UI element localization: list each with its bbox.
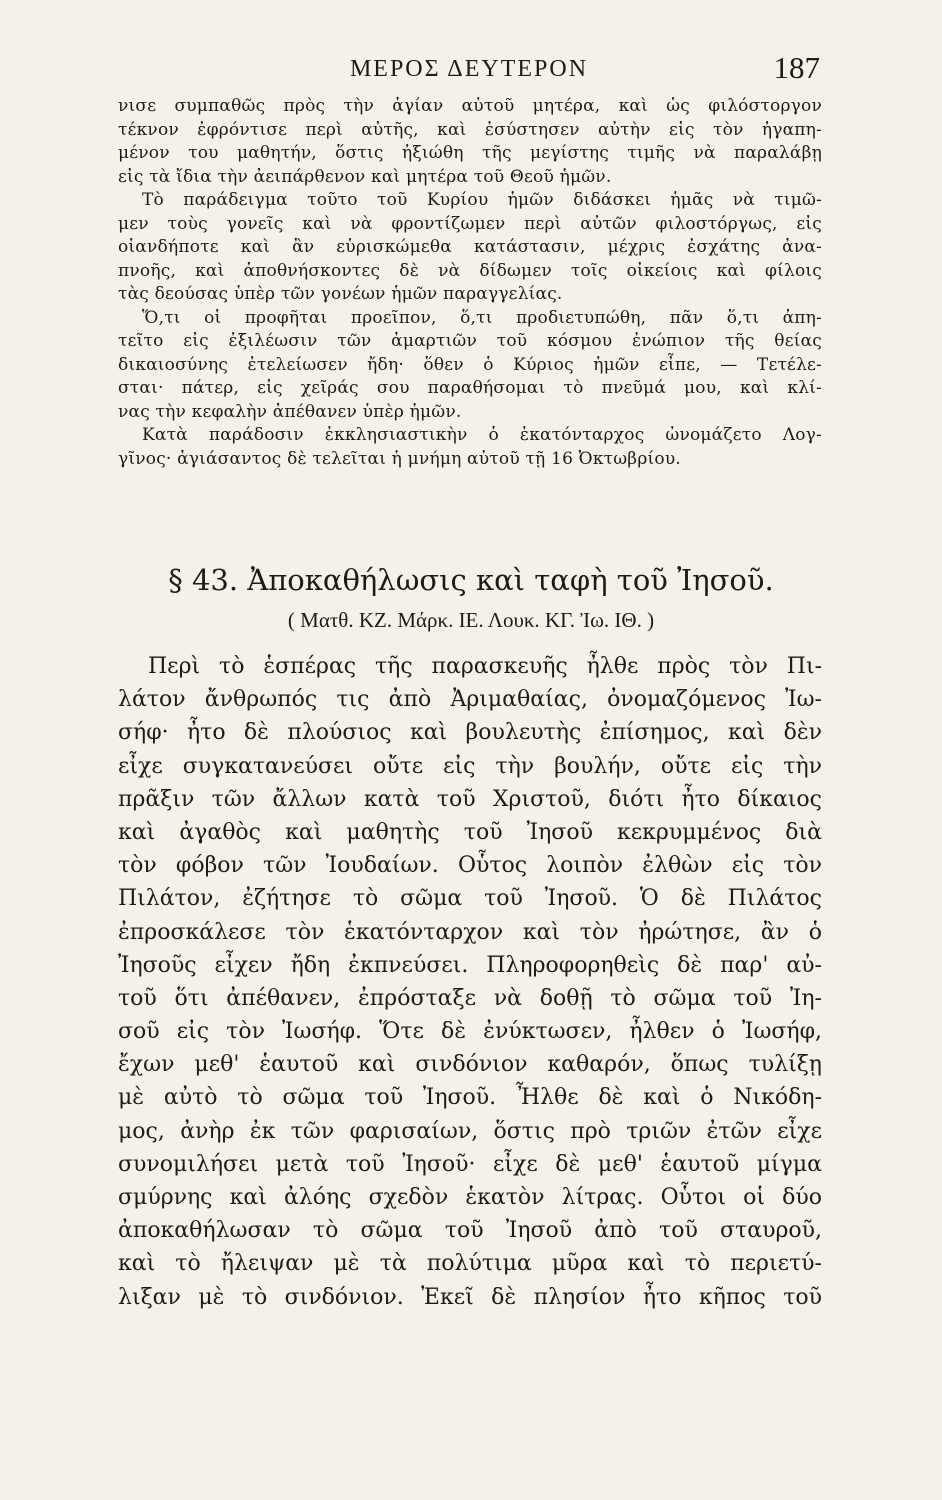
text-line: δικαιοσύνης ἐτελείωσεν ἤδη· ὅθεν ὁ Κύριος ἡμῶν εἶπε, — Τετέλε- [118,354,822,375]
text-line: τὸν φόβον τῶν Ἰουδαίων. Οὗτος λοιπὸν ἐλθὼν εἰς τὸν [118,853,822,879]
page-number: 187 [773,50,820,85]
text-line: γῖνος· ἁγιάσαντος δὲ τελεῖται ἡ μνήμη αὐτοῦ τῇ 16 Ὀκτωβρίου. [118,448,681,469]
text-line: Τὸ παράδειγμα τοῦτο τοῦ Κυρίου ἡμῶν διδάσκει ἡμᾶς νὰ τιμῶ- [142,190,822,210]
page-header [118,50,820,90]
text-line: Περὶ τὸ ἑσπέρας τῆς παρασκευῆς ἦλθε πρὸς τὸν Πι- [148,654,822,679]
text-line: ἐπροσκάλεσε τὸν ἑκατόνταρχον καὶ τὸν ἠρώτησε, ἂν ὁ [118,919,822,945]
text-line: μεν τοὺς γονεῖς καὶ νὰ φροντίζωμεν περὶ αὐτῶν φιλοστόργως, εἰς [118,213,822,234]
text-line: ἔχων μεθ' ἑαυτοῦ καὶ σινδόνιον καθαρόν, ὅπως τυλίξῃ [118,1052,822,1078]
text-line: λάτον ἄνθρωπός τις ἀπὸ Ἀριμαθαίας, ὀνομαζόμενος Ἰω- [118,687,822,713]
text-line: εἶχε συγκατανεύσει οὔτε εἰς τὴν βουλήν, οὔτε εἰς τὴν [118,753,822,779]
text-line: σοῦ εἰς τὸν Ἰωσήφ. Ὅτε δὲ ἐνύκτωσεν, ἦλθεν ὁ Ἰωσήφ, [118,1019,822,1045]
text-line: νισε συμπαθῶς πρὸς τὴν ἁγίαν αὐτοῦ μητέρα, καὶ ὡς φιλόστοργον [118,96,822,116]
text-line: τεῖτο εἰς ἐξιλέωσιν τῶν ἁμαρτιῶν τοῦ κόσμου ἐνώπιον τῆς θείας [118,331,822,351]
text-line: Κατὰ παράδοσιν ἐκκλησιαστικὴν ὁ ἑκατόνταρχος ὠνομάζετο Λογ- [142,425,822,445]
text-line: σήφ· ἦτο δὲ πλούσιος καὶ βουλευτὴς ἐπίσημος, καὶ δὲν [118,720,822,746]
text-line: σται· πάτερ, εἰς χεῖράς σου παραθήσομαι τὸ πνεῦμά μου, καὶ κλί- [118,378,822,398]
text-line: μένον του μαθητήν, ὅστις ἠξιώθη τῆς μεγίστης τιμῆς νὰ παραλάβῃ [118,143,822,163]
section-references: ( Ματθ. ΚΖ. Μάρκ. ΙΕ. Λουκ. ΚΓ. Ἰω. ΙΘ. ) [287,608,655,632]
text-line: Ἰησοῦς εἶχεν ἤδη ἐκπνεύσει. Πληροφορηθεὶς δὲ παρ' αὐ- [118,952,822,978]
text-line: καὶ τὸ ἤλειψαν μὲ τὰ πολύτιμα μῦρα καὶ τὸ περιετύ- [118,1251,822,1277]
text-line: πρᾶξιν τῶν ἄλλων κατὰ τοῦ Χριστοῦ, διότι ἦτο δίκαιος [118,786,822,812]
text-line: συνομιλήσει μετὰ τοῦ Ἰησοῦ· εἶχε δὲ μεθ' ἑαυτοῦ μίγμα [118,1151,822,1177]
text-line: σμύρνης καὶ ἀλόης σχεδὸν ἑκατὸν λίτρας. Οὗτοι οἱ δύο [118,1185,822,1210]
main-text-block [118,650,822,1314]
text-line: τοῦ ὅτι ἀπέθανεν, ἐπρόσταξε νὰ δοθῇ τὸ σῶμα τοῦ Ἰη- [118,985,822,1011]
section-heading: § 43. Ἀποκαθήλωσις καὶ ταφὴ τοῦ Ἰησοῦ. [168,563,774,597]
text-line: λιξαν μὲ τὸ σινδόνιον. Ἐκεῖ δὲ πλησίον ἦτο κῆπος τοῦ [118,1284,822,1310]
text-line: καὶ ἀγαθὸς καὶ μαθητὴς τοῦ Ἰησοῦ κεκρυμμένος διὰ [118,819,822,845]
running-title: ΜΕΡΟΣ ΔΕΥΤΕΡΟΝ [349,56,589,82]
text-line: οἱανδήποτε καὶ ἂν εὑρισκώμεθα κατάστασιν, μέχρις ἐσχάτης ἀνα- [118,237,822,257]
text-line: Ὅ,τι οἱ προφῆται προεῖπον, ὅ,τι προδιετυπώθη, πᾶν ὅ,τι ἀπη- [142,307,822,328]
text-line: Πιλάτον, ἐζήτησε τὸ σῶμα τοῦ Ἰησοῦ. Ὁ δὲ Πιλάτος [118,886,822,912]
text-line: νας τὴν κεφαλὴν ἀπέθανεν ὑπὲρ ἡμῶν. [118,401,462,422]
text-line: μος, ἀνὴρ ἐκ τῶν φαρισαίων, ὅστις πρὸ τριῶν ἐτῶν εἶχε [118,1118,822,1144]
text-line: τὰς δεούσας ὑπὲρ τῶν γονέων ἡμῶν παραγγελίας. [118,284,563,304]
text-line: εἰς τὰ ἴδια τὴν ἀειπάρθενον καὶ μητέρα τοῦ Θεοῦ ἡμῶν. [118,166,612,187]
text-line: μὲ αὐτὸ τὸ σῶμα τοῦ Ἰησοῦ. Ἦλθε δὲ καὶ ὁ Νικόδη- [118,1085,822,1111]
text-line: ἀποκαθήλωσαν τὸ σῶμα τοῦ Ἰησοῦ ἀπὸ τοῦ σταυροῦ, [118,1218,822,1244]
text-line: πνοῆς, καὶ ἀποθνήσκοντες δὲ νὰ δίδωμεν τοῖς οἰκείοις καὶ φίλοις [118,260,822,281]
small-print-block [118,95,822,471]
text-line: τέκνον ἐφρόντισε περὶ αὐτῆς, καὶ ἐσύστησεν αὐτὴν εἰς τὸν ἠγαπη- [118,119,822,140]
